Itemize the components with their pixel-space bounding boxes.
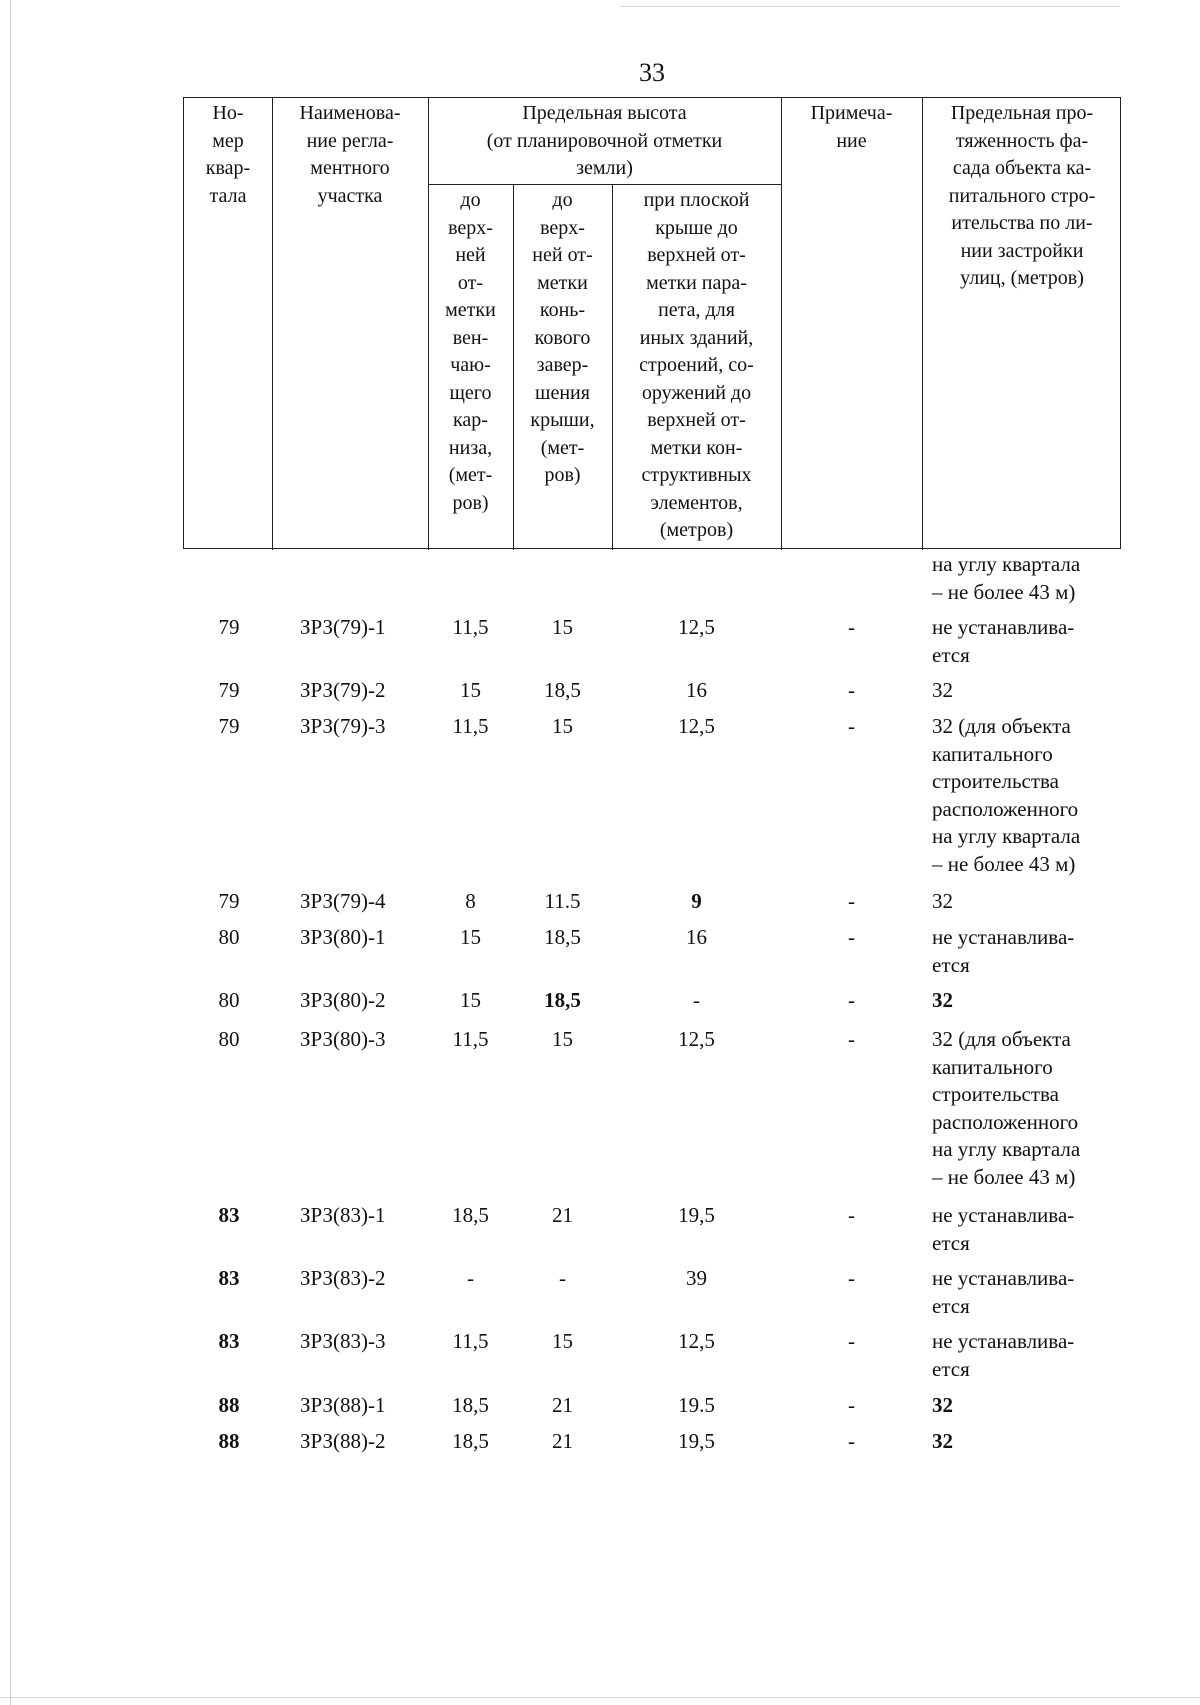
cell-ridge: - bbox=[559, 1266, 566, 1290]
cell-note: - bbox=[848, 1429, 855, 1453]
table-header bbox=[183, 97, 1121, 549]
cell-parapet: - bbox=[693, 988, 700, 1012]
cell-quarter: 80 bbox=[218, 1027, 240, 1051]
cell-facade: 32 bbox=[932, 1393, 953, 1417]
cell-quarter: 88 bbox=[218, 1393, 240, 1417]
cell-quarter: 88 bbox=[218, 1429, 240, 1453]
cell-cornice: 15 bbox=[460, 678, 481, 702]
header-ridge-height: до верх- ней от- метки конь- кового завер- шения крыши, (мет- ров) bbox=[530, 189, 595, 486]
cell-ridge: 18,5 bbox=[544, 678, 581, 702]
cell-quarter: 80 bbox=[218, 988, 240, 1012]
cell-cornice: 11,5 bbox=[452, 714, 489, 738]
scan-edge-left bbox=[10, 0, 11, 1705]
cell-quarter: 79 bbox=[218, 714, 240, 738]
cell-parapet: 19.5 bbox=[678, 1393, 715, 1417]
cell-cornice: 15 bbox=[460, 925, 481, 949]
cell-quarter: 79 bbox=[218, 889, 240, 913]
cell-plot: ЗРЗ(80)-3 bbox=[300, 1027, 386, 1051]
header-facade-length: Предельная про- тяженность фа- сада объекта ка- питального стро- ительства по ли- нии застройки улиц, (метров) bbox=[948, 102, 1096, 289]
cell-plot: ЗРЗ(80)-1 bbox=[300, 925, 386, 949]
cell-facade: 32 bbox=[932, 1429, 953, 1453]
cell-plot: ЗРЗ(79)-2 bbox=[300, 678, 386, 702]
cell-cornice: 11,5 bbox=[452, 1027, 489, 1051]
cell-note: - bbox=[848, 889, 855, 913]
cell-ridge: 21 bbox=[552, 1393, 573, 1417]
cell-quarter: 83 bbox=[218, 1329, 240, 1353]
cell-quarter: 79 bbox=[218, 678, 240, 702]
cell-quarter: 83 bbox=[218, 1203, 240, 1227]
cell-facade: 32 bbox=[932, 988, 953, 1012]
cell-quarter: 79 bbox=[218, 615, 240, 639]
cell-ridge: 15 bbox=[552, 1329, 573, 1353]
page-number: 33 bbox=[639, 58, 665, 87]
cell-parapet: 39 bbox=[686, 1266, 707, 1290]
cell-ridge: 15 bbox=[552, 615, 573, 639]
cell-parapet: 9 bbox=[691, 889, 702, 913]
cell-facade: не устанавлива- ется bbox=[932, 615, 1075, 667]
cell-note: - bbox=[848, 1393, 855, 1417]
cell-cornice: 8 bbox=[465, 889, 476, 913]
cell-note: - bbox=[848, 1203, 855, 1227]
cell-plot: ЗРЗ(80)-2 bbox=[300, 988, 386, 1012]
cell-note: - bbox=[848, 1266, 855, 1290]
cell-cornice: 11,5 bbox=[452, 615, 489, 639]
scan-edge-top bbox=[620, 6, 1120, 7]
cell-cornice: 18,5 bbox=[452, 1429, 489, 1453]
cell-plot: ЗРЗ(79)-3 bbox=[300, 714, 386, 738]
cell-plot: ЗРЗ(88)-2 bbox=[300, 1429, 386, 1453]
header-cornice-height: до верх- ней от- метки вен- чаю- щего кар- низа, (мет- ров) bbox=[445, 189, 496, 514]
cell-ridge: 21 bbox=[552, 1203, 573, 1227]
cell-cornice: - bbox=[467, 1266, 474, 1290]
cell-parapet: 16 bbox=[686, 925, 707, 949]
cell-facade: не устанавлива- ется bbox=[932, 1266, 1075, 1318]
cell-facade: 32 (для объекта капитального строительства расположенного на углу квартала – не более 43 м) bbox=[932, 1027, 1081, 1189]
cell-cornice: 18,5 bbox=[452, 1393, 489, 1417]
cell-facade: 32 bbox=[932, 889, 953, 913]
cell-plot: ЗРЗ(83)-2 bbox=[300, 1266, 386, 1290]
cell-note: - bbox=[848, 714, 855, 738]
scan-edge-bottom bbox=[0, 1697, 1200, 1698]
cell-ridge: 11.5 bbox=[544, 889, 581, 913]
cell-cornice: 11,5 bbox=[452, 1329, 489, 1353]
cell-plot: ЗРЗ(79)-4 bbox=[300, 889, 386, 913]
cell-plot: ЗРЗ(83)-1 bbox=[300, 1203, 386, 1227]
cell-ridge: 18,5 bbox=[544, 925, 581, 949]
cell-parapet: 12,5 bbox=[678, 615, 715, 639]
cell-plot: ЗРЗ(79)-1 bbox=[300, 615, 386, 639]
cell-ridge: 15 bbox=[552, 1027, 573, 1051]
cell-ridge: 15 bbox=[552, 714, 573, 738]
cell-ridge: 18,5 bbox=[544, 988, 581, 1012]
cell-note: - bbox=[848, 1027, 855, 1051]
cell-note: - bbox=[848, 988, 855, 1012]
cell-parapet: 12,5 bbox=[678, 1027, 715, 1051]
header-height-group: Предельная высота (от планировочной отметки земли) bbox=[486, 102, 723, 179]
header-note: Примеча- ние bbox=[810, 102, 893, 152]
cell-cornice: 15 bbox=[460, 988, 481, 1012]
header-parapet-height: при плоской крыше до верхней от- метки пара- пета, для иных зданий, строений, со- оружений до верхней от- метки кон- структивных элементов, (метров) bbox=[639, 189, 754, 541]
cell-note: - bbox=[848, 615, 855, 639]
cell-facade: не устанавлива- ется bbox=[932, 1203, 1075, 1255]
cell-facade: 32 bbox=[932, 678, 953, 702]
cell-facade: не устанавлива- ется bbox=[932, 925, 1075, 977]
cell-plot: ЗРЗ(83)-3 bbox=[300, 1329, 386, 1353]
cell-quarter: 80 bbox=[218, 925, 240, 949]
continuation-text: на углу квартала – не более 43 м) bbox=[932, 552, 1081, 604]
cell-note: - bbox=[848, 925, 855, 949]
cell-facade: не устанавлива- ется bbox=[932, 1329, 1075, 1381]
cell-note: - bbox=[848, 678, 855, 702]
header-plot-name: Наименова- ние регла- ментного участка bbox=[299, 102, 401, 207]
cell-parapet: 12,5 bbox=[678, 714, 715, 738]
cell-cornice: 18,5 bbox=[452, 1203, 489, 1227]
cell-parapet: 19,5 bbox=[678, 1429, 715, 1453]
cell-note: - bbox=[848, 1329, 855, 1353]
cell-parapet: 16 bbox=[686, 678, 707, 702]
cell-ridge: 21 bbox=[552, 1429, 573, 1453]
cell-facade: 32 (для объекта капитального строительства расположенного на углу квартала – не более 43 м) bbox=[932, 714, 1081, 876]
cell-quarter: 83 bbox=[218, 1266, 240, 1290]
cell-plot: ЗРЗ(88)-1 bbox=[300, 1393, 386, 1417]
header-group-divider bbox=[428, 184, 781, 185]
cell-parapet: 12,5 bbox=[678, 1329, 715, 1353]
cell-parapet: 19,5 bbox=[678, 1203, 715, 1227]
header-divider bbox=[781, 98, 782, 550]
header-quarter-number: Но- мер квар- тала bbox=[205, 102, 251, 207]
